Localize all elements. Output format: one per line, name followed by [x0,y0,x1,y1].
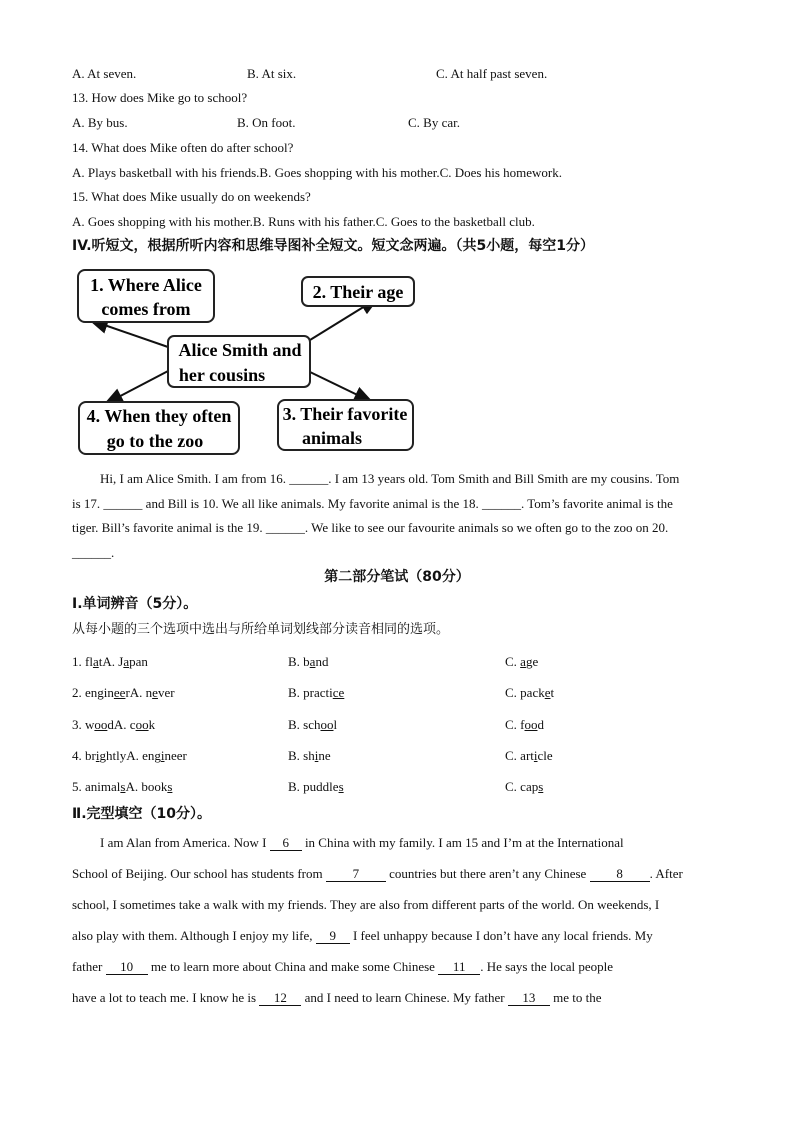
mindmap-center-line1: Alice Smith and [178,340,302,360]
mindmap-box-age-text: 2. Their age [312,282,404,302]
phonics-q5-b: B. puddles [288,779,344,794]
cloze-line-5: father 10 me to learn more about China and make some Chinese 11 . He says the local people [72,959,614,974]
q12-option-b: B. At six. [247,66,297,81]
phonics-q3-b: B. school [288,717,338,732]
q12-option-c: C. At half past seven. [436,66,548,81]
q13-option-a: A. By bus. [72,115,128,130]
mind-map [0,262,794,462]
mindmap-box-favorite-line1: 3. Their favorite [282,404,408,424]
q12-option-a: A. At seven. [72,66,137,81]
passage-line-4: ______. [72,544,115,560]
arrow-to-favorite [310,372,372,402]
q13-text: 13. How does Mike go to school? [72,90,248,105]
mindmap-box-where-line2: comes from [101,299,191,319]
section4-heading: IV.听短文，根据所听内容和思维导图补全短文。短文念两遍。（共5小题，每空1分） [72,238,595,254]
cloze-blank-9[interactable]: 9 [316,929,350,944]
section1-instruction: 从每小题的三个选项中选出与所给单词划线部分读音相同的选项。 [72,622,450,637]
listening-passage [72,467,722,565]
q14-text: 14. What does Mike often do after school? [72,140,294,155]
passage-line-1: Hi, I am Alice Smith. I am from 16. ______. I am 13 years old. Tom Smith and Bill Smith are my cousins. Tom [100,471,680,486]
cloze-line-4: also play with them. Although I enjoy my life, 9 I feel unhappy because I don’t have any local friends. My [72,928,653,943]
cloze-blank-11[interactable]: 11 [438,960,480,975]
cloze-blank-10[interactable]: 10 [106,960,148,975]
phonics-q4-c: C. article [505,748,553,763]
cloze-blank-13[interactable]: 13 [508,991,550,1006]
q14-options: A. Plays basketball with his friends.B. Goes shopping with his mother.C. Does his homework. [72,165,563,180]
section2-heading: Ⅱ.完型填空（10分）。 [72,806,212,822]
cloze-blank-7[interactable]: 7 [326,867,386,882]
phonics-q4: 4. brightlyA. engineer [72,748,187,763]
phonics-q1: 1. flatA. Japan [72,654,148,669]
cloze-blank-12[interactable]: 12 [259,991,301,1006]
mindmap-center-line2: her cousins [178,365,266,385]
phonics-q5-c: C. caps [505,779,544,794]
mindmap-box-when-line2: go to the zoo [106,431,204,451]
section1-heading: Ⅰ.单词辨音（5分）。 [72,596,198,612]
cloze-passage [72,827,722,1013]
phonics-q4-b: B. shine [288,748,331,763]
cloze-line-1: I am Alan from America. Now I 6 in China with my family. I am 15 and I’m at the International [100,835,624,850]
cloze-line-3: school, I sometimes take a walk with my friends. They are also from different parts of the world. On weekends, I [72,897,660,912]
phonics-q1-b: B. band [288,654,329,669]
phonics-q2-c: C. packet [505,685,555,700]
arrow-to-when [105,370,170,404]
passage-line-3: tiger. Bill’s favorite animal is the 19. ______. We like to see our favourite animals so we often go to the zoo on 20. [72,520,669,535]
q15-options: A. Goes shopping with his mother.B. Runs with his father.C. Goes to the basketball club. [72,214,535,229]
cloze-blank-8[interactable]: 8 [590,867,650,882]
cloze-line-6: have a lot to teach me. I know he is 12 and I need to learn Chinese. My father 13 me to the [72,990,602,1005]
phonics-q5: 5. animalsA. books [72,779,173,794]
cloze-blank-6[interactable]: 6 [270,836,302,851]
phonics-q2: 2. engineerA. never [72,685,175,700]
q13-option-b: B. On foot. [237,115,296,130]
q13-option-c: C. By car. [408,115,460,130]
phonics-q2-b: B. practice [288,685,345,700]
q15-text: 15. What does Mike usually do on weekends? [72,189,311,204]
phonics-q3-c: C. food [505,717,544,732]
passage-line-2: is 17. ______ and Bill is 10. We all like animals. My favorite animal is the 18. ______. Tom’s favorite animal is the [72,495,673,511]
phonics-q3: 3. woodA. cook [72,717,156,732]
mindmap-box-favorite-line2: animals [301,428,363,448]
mindmap-box-where-line1: 1. Where Alice [90,275,202,295]
arrow-to-where [90,320,168,347]
cloze-line-2: School of Beijing. Our school has students from 7 countries but there aren’t any Chinese 8 . After [72,866,683,881]
mindmap-box-when-line1: 4. When they often [86,406,232,426]
phonics-q1-c: C. age [505,654,539,669]
part2-heading: 第二部分笔试（80分） [324,569,470,585]
